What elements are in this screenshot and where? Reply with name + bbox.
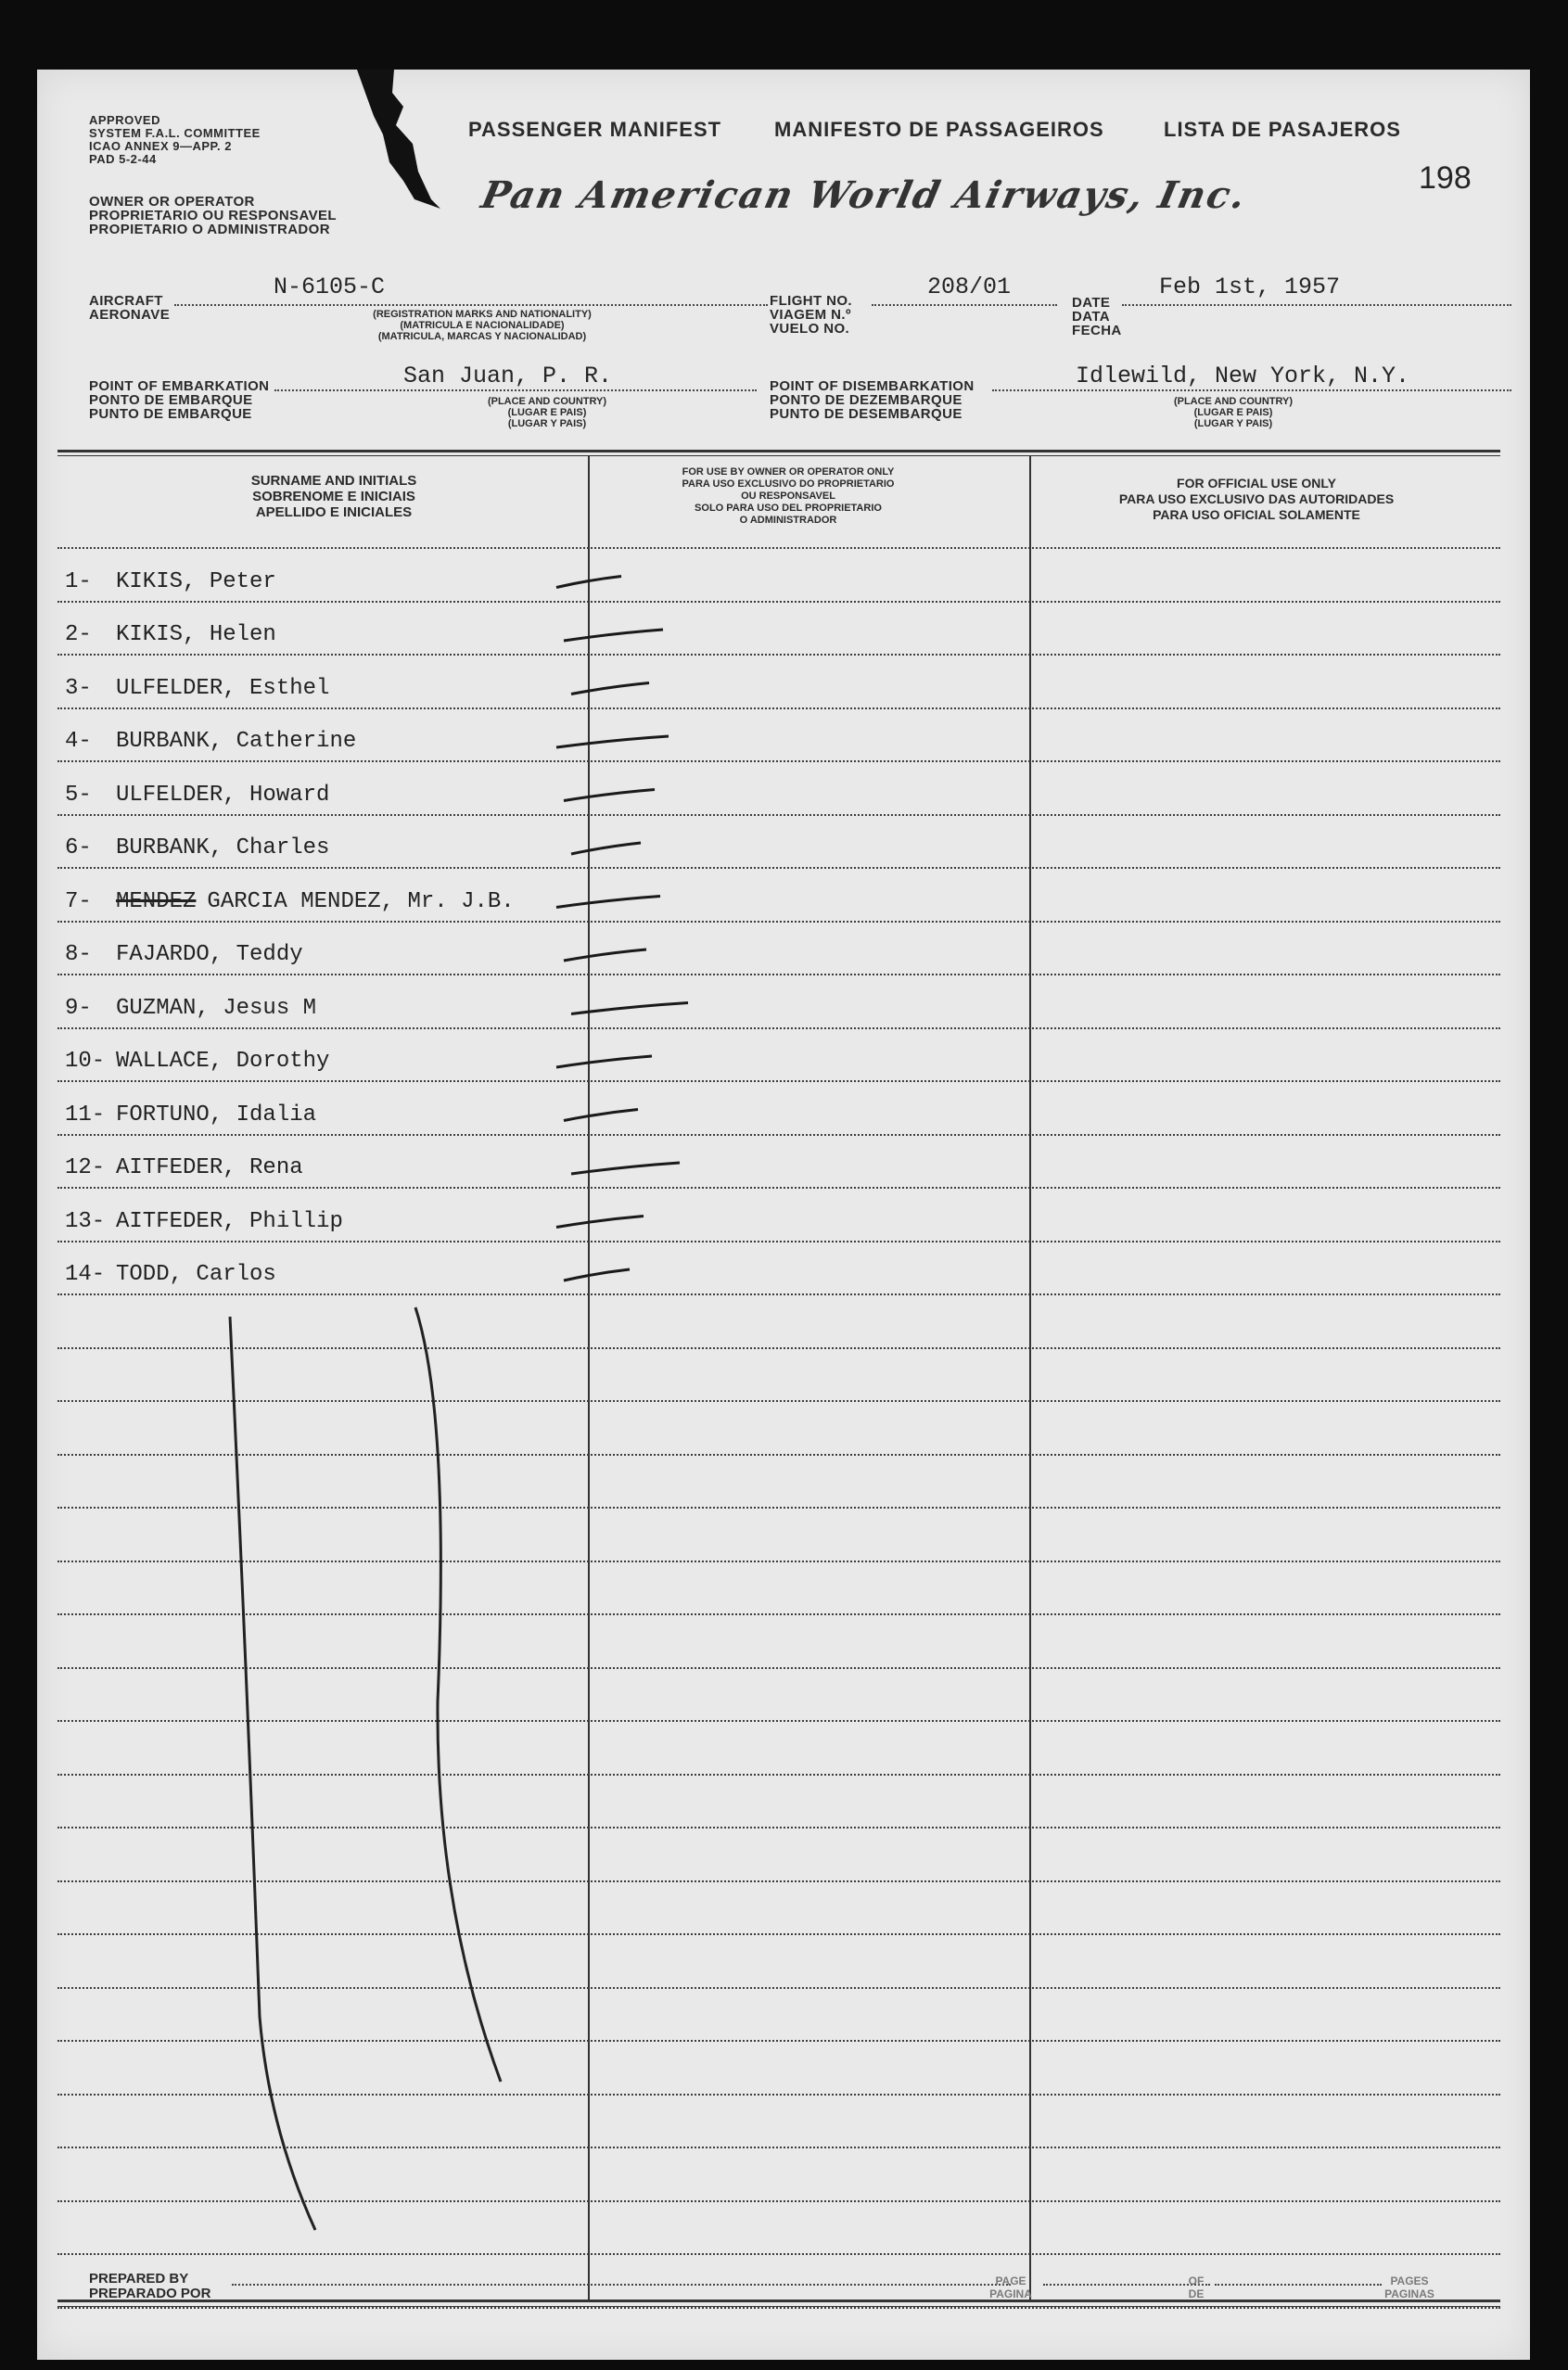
check-mark bbox=[564, 1269, 630, 1281]
check-mark bbox=[556, 897, 660, 908]
row-line bbox=[57, 1347, 1500, 1349]
row-line bbox=[57, 867, 1500, 869]
row-line bbox=[57, 1827, 1500, 1828]
row-line bbox=[57, 707, 1500, 709]
column-header-line: SURNAME AND INITIALS bbox=[250, 473, 417, 489]
column-divider-2 bbox=[1029, 456, 1031, 2301]
passenger-number: 2- bbox=[65, 622, 92, 647]
approval-block bbox=[89, 114, 261, 166]
embarkation-value: San Juan, P. R. bbox=[403, 363, 613, 389]
row-line bbox=[57, 1134, 1500, 1136]
date-underline bbox=[1122, 304, 1511, 306]
passenger-row bbox=[65, 729, 356, 754]
row-line bbox=[57, 2147, 1500, 2148]
date-label bbox=[1072, 296, 1122, 338]
embarkation-caption bbox=[436, 396, 658, 429]
column-header-names bbox=[148, 473, 519, 520]
approval-line: ICAO ANNEX 9—APP. 2 bbox=[89, 139, 232, 153]
row-line bbox=[57, 1187, 1500, 1189]
passenger-row bbox=[65, 1102, 316, 1128]
owner-label-line: PROPIETARIO O ADMINISTRADOR bbox=[89, 222, 330, 237]
flight-label-line: VUELO NO. bbox=[770, 321, 850, 337]
column-header-line: FOR USE BY OWNER OR OPERATOR ONLY bbox=[682, 466, 895, 478]
passenger-name: KIKIS, Helen bbox=[116, 622, 276, 647]
check-mark bbox=[564, 949, 646, 961]
disembarkation-underline bbox=[992, 389, 1511, 391]
airline-name: Pan American World Airways, Inc. bbox=[478, 173, 1252, 217]
passenger-row bbox=[65, 889, 515, 914]
row-line bbox=[57, 1561, 1500, 1562]
row-line bbox=[57, 1454, 1500, 1456]
column-header-owner-use bbox=[593, 466, 983, 527]
date-value: Feb 1st, 1957 bbox=[1159, 274, 1341, 300]
date-label-line: FECHA bbox=[1072, 323, 1122, 338]
passenger-name: AITFEDER, Rena bbox=[116, 1155, 303, 1180]
pages-label bbox=[1372, 2274, 1447, 2300]
prepared-label-line: PREPARED BY bbox=[89, 2271, 189, 2287]
column-header-line: SOLO PARA USO DEL PROPRIETARIO bbox=[695, 503, 882, 514]
prepared-by-underline bbox=[232, 2284, 1011, 2286]
aircraft-caption bbox=[269, 309, 695, 342]
embarkation-label-line: PONTO DE EMBARQUE bbox=[89, 392, 253, 408]
approval-line: APPROVED bbox=[89, 113, 160, 127]
pages-label-line: PAGES bbox=[1390, 2274, 1429, 2287]
column-header-line: OU RESPONSAVEL bbox=[741, 491, 835, 502]
aircraft-caption-line: (MATRICULA, MARCAS Y NACIONALIDAD) bbox=[377, 331, 587, 342]
passenger-row bbox=[65, 676, 329, 701]
passenger-row bbox=[65, 1155, 303, 1180]
disembarkation-label-line: PUNTO DE DESEMBARQUE bbox=[770, 406, 962, 422]
row-line bbox=[57, 1080, 1500, 1082]
owner-operator-label bbox=[89, 195, 337, 236]
row-line bbox=[57, 1400, 1500, 1402]
page-label-line: PAGINA bbox=[989, 2287, 1032, 2300]
aircraft-label-line: AERONAVE bbox=[89, 307, 171, 323]
approval-line: PAD 5-2-44 bbox=[89, 152, 157, 166]
struck-text: MENDEZ bbox=[116, 888, 197, 914]
prepared-label-line: PREPARADO POR bbox=[89, 2286, 211, 2301]
table-top-rule bbox=[57, 450, 1500, 452]
flight-label-line: VIAGEM N.º bbox=[770, 307, 851, 323]
passenger-number: 10- bbox=[65, 1049, 106, 1074]
row-line bbox=[57, 1667, 1500, 1669]
embarkation-label-line: PUNTO DE EMBARQUE bbox=[89, 406, 252, 422]
row-line bbox=[57, 760, 1500, 762]
passenger-row bbox=[65, 996, 316, 1021]
row-line bbox=[57, 1933, 1500, 1935]
passenger-name: BURBANK, Catherine bbox=[116, 729, 357, 754]
manifest-page bbox=[37, 70, 1530, 2360]
disembarkation-caption bbox=[1122, 396, 1345, 429]
embarkation-caption-line: (LUGAR Y PAIS) bbox=[507, 418, 587, 429]
passenger-name: GARCIA MENDEZ, Mr. J.B. bbox=[207, 888, 515, 914]
owner-label-line: PROPRIETARIO OU RESPONSAVEL bbox=[89, 208, 337, 223]
check-mark bbox=[564, 790, 655, 801]
passenger-name: TODD, Carlos bbox=[116, 1262, 276, 1287]
page-label bbox=[983, 2274, 1039, 2300]
passenger-number: 6- bbox=[65, 835, 92, 860]
disembarkation-label bbox=[770, 379, 975, 421]
passenger-row bbox=[65, 622, 276, 647]
check-mark bbox=[556, 1056, 652, 1067]
title-portuguese: MANIFESTO DE PASSAGEIROS bbox=[774, 118, 1104, 141]
check-mark bbox=[571, 843, 641, 854]
embarkation-caption-line: (PLACE AND COUNTRY) bbox=[487, 396, 607, 407]
title-spanish: LISTA DE PASAJEROS bbox=[1164, 118, 1401, 141]
passenger-number: 1- bbox=[65, 568, 92, 594]
date-label-line: DATA bbox=[1072, 309, 1111, 325]
page-number: 198 bbox=[1419, 160, 1472, 196]
embarkation-underline bbox=[274, 389, 757, 391]
check-mark bbox=[556, 1217, 644, 1228]
row-line bbox=[57, 2200, 1500, 2202]
aircraft-caption-line: (MATRICULA E NACIONALIDADE) bbox=[400, 320, 565, 331]
row-line bbox=[57, 2253, 1500, 2255]
column-header-official-use bbox=[1029, 476, 1484, 523]
passenger-number: 11- bbox=[65, 1102, 106, 1128]
check-mark bbox=[564, 630, 663, 641]
passenger-number: 3- bbox=[65, 675, 92, 701]
of-underline bbox=[1215, 2284, 1382, 2286]
check-mark bbox=[556, 736, 669, 747]
aircraft-underline bbox=[174, 304, 768, 306]
passenger-name: AITFEDER, Phillip bbox=[116, 1208, 343, 1234]
column-header-line: FOR OFFICIAL USE ONLY bbox=[1177, 476, 1336, 491]
flight-value: 208/01 bbox=[927, 274, 1012, 300]
column-header-line: O ADMINISTRADOR bbox=[739, 515, 837, 526]
prepared-by-label bbox=[89, 2272, 210, 2301]
owner-label-line: OWNER OR OPERATOR bbox=[89, 194, 255, 210]
aircraft-caption-line: (REGISTRATION MARKS AND NATIONALITY) bbox=[373, 309, 592, 320]
passenger-row bbox=[65, 1209, 343, 1234]
row-line bbox=[57, 1987, 1500, 1989]
passenger-row bbox=[65, 835, 329, 860]
table-top-rule-thin bbox=[57, 455, 1500, 456]
row-line bbox=[57, 1774, 1500, 1776]
passenger-row bbox=[65, 1049, 329, 1074]
vertical-pen-stroke bbox=[415, 1307, 501, 2082]
passenger-name: FAJARDO, Teddy bbox=[116, 942, 303, 967]
passenger-row bbox=[65, 569, 276, 594]
passenger-number: 7- bbox=[65, 888, 92, 914]
row-line bbox=[57, 1880, 1500, 1882]
passenger-name: ULFELDER, Howard bbox=[116, 782, 330, 808]
passenger-name: BURBANK, Charles bbox=[116, 835, 330, 860]
flight-label bbox=[770, 294, 852, 336]
aircraft-label bbox=[89, 294, 170, 322]
aircraft-label-line: AIRCRAFT bbox=[89, 293, 163, 309]
pages-label-line: PAGINAS bbox=[1384, 2287, 1434, 2300]
passenger-name: GUZMAN, Jesus M bbox=[116, 995, 317, 1021]
passenger-name: FORTUNO, Idalia bbox=[116, 1102, 317, 1128]
row-line bbox=[57, 1613, 1500, 1615]
check-mark bbox=[564, 1110, 638, 1121]
flight-underline bbox=[872, 304, 1057, 306]
passenger-name: ULFELDER, Esthel bbox=[116, 675, 330, 701]
disembarkation-label-line: POINT OF DISEMBARKATION bbox=[770, 378, 975, 394]
passenger-number: 4- bbox=[65, 729, 92, 754]
row-line bbox=[57, 601, 1500, 603]
check-mark bbox=[571, 683, 649, 694]
row-line bbox=[57, 1293, 1500, 1295]
passenger-name: WALLACE, Dorothy bbox=[116, 1049, 330, 1074]
table-bottom-rule-thin bbox=[57, 2306, 1500, 2307]
row-line bbox=[57, 974, 1500, 975]
flight-label-line: FLIGHT NO. bbox=[770, 293, 852, 309]
approval-line: SYSTEM F.A.L. COMMITTEE bbox=[89, 126, 261, 140]
column-header-line: PARA USO EXCLUSIVO DO PROPRIETARIO bbox=[682, 478, 895, 490]
passenger-name: KIKIS, Peter bbox=[116, 568, 276, 594]
passenger-row bbox=[65, 783, 329, 808]
row-line bbox=[57, 1027, 1500, 1029]
embarkation-caption-line: (LUGAR E PAIS) bbox=[507, 407, 587, 418]
table-bottom-rule bbox=[57, 2300, 1500, 2302]
embarkation-label-line: POINT OF EMBARKATION bbox=[89, 378, 270, 394]
date-label-line: DATE bbox=[1072, 295, 1111, 311]
column-header-line: APELLIDO E INICIALES bbox=[255, 504, 413, 520]
passenger-number: 5- bbox=[65, 782, 92, 808]
embarkation-label bbox=[89, 379, 269, 421]
column-divider-1 bbox=[588, 456, 590, 2301]
disembarkation-caption-line: (LUGAR Y PAIS) bbox=[1193, 418, 1273, 429]
of-label-line: DE bbox=[1188, 2287, 1205, 2300]
row-line bbox=[57, 814, 1500, 816]
passenger-number: 13- bbox=[65, 1208, 106, 1234]
row-line bbox=[57, 654, 1500, 656]
passenger-number: 8- bbox=[65, 942, 92, 967]
passenger-row bbox=[65, 942, 303, 967]
passenger-number: 12- bbox=[65, 1155, 106, 1180]
row-line bbox=[57, 1720, 1500, 1722]
passenger-number: 9- bbox=[65, 995, 92, 1021]
disembarkation-label-line: PONTO DE DEZEMBARQUE bbox=[770, 392, 962, 408]
column-header-line: PARA USO EXCLUSIVO DAS AUTORIDADES bbox=[1118, 491, 1395, 506]
header-bottom-rule bbox=[57, 547, 1500, 549]
disembarkation-value: Idlewild, New York, N.Y. bbox=[1076, 363, 1410, 389]
row-line bbox=[57, 1507, 1500, 1509]
disembarkation-caption-line: (LUGAR E PAIS) bbox=[1193, 407, 1273, 418]
column-header-line: SOBRENOME E INICIAIS bbox=[252, 489, 415, 504]
column-header-line: PARA USO OFICIAL SOLAMENTE bbox=[1153, 507, 1360, 522]
of-label bbox=[1178, 2274, 1215, 2300]
title-english: PASSENGER MANIFEST bbox=[468, 118, 722, 141]
row-line bbox=[57, 2094, 1500, 2096]
row-line bbox=[57, 921, 1500, 923]
of-label-line: OF bbox=[1188, 2274, 1205, 2287]
page-label-line: PAGE bbox=[995, 2274, 1026, 2287]
passenger-row bbox=[65, 1262, 276, 1287]
row-line bbox=[57, 1241, 1500, 1242]
row-line bbox=[57, 2040, 1500, 2042]
disembarkation-caption-line: (PLACE AND COUNTRY) bbox=[1173, 396, 1294, 407]
passenger-number: 14- bbox=[65, 1262, 106, 1287]
aircraft-value: N-6105-C bbox=[274, 274, 386, 300]
torn-paper-mark bbox=[338, 70, 440, 236]
